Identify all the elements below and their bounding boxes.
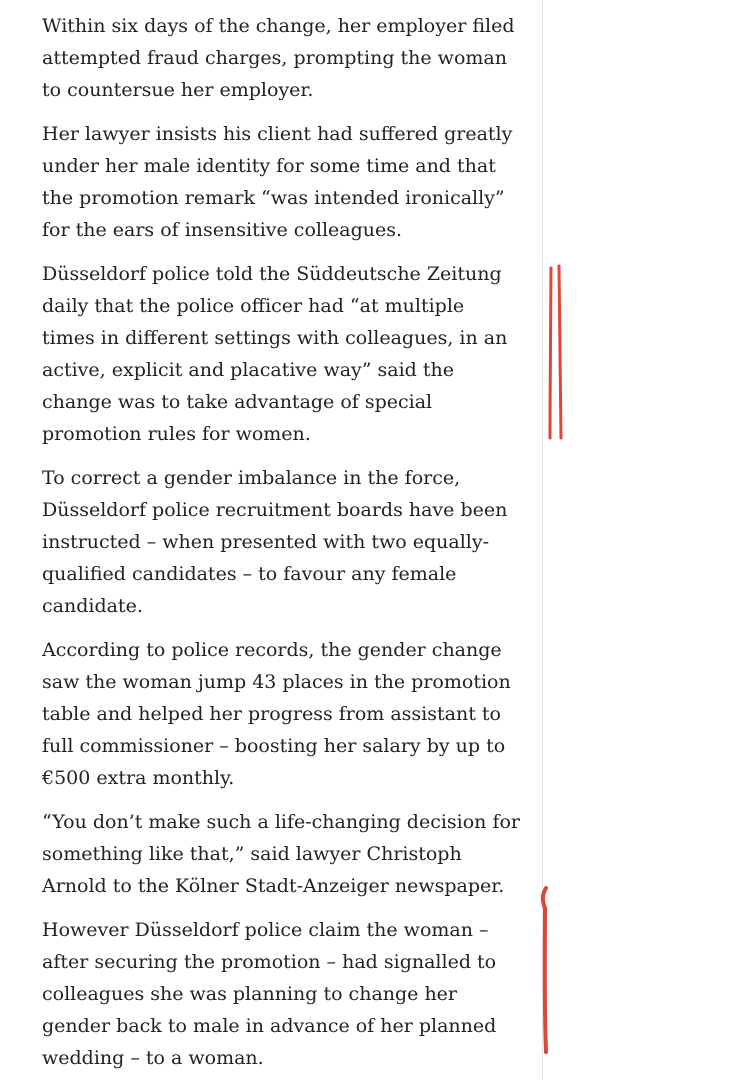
red-marker-bracket-line bbox=[543, 888, 546, 1052]
article-paragraph-6: “You don’t make such a life-changing decision for something like that,” said lawyer Christoph Arnold to the Kölner Stadt-Anzeiger newspaper. bbox=[42, 811, 521, 897]
article-paragraph-2: Her lawyer insists his client had suffered greatly under her male identity for some time and that the promotion remark “was intended ironically” for the ears of insensitive colleagues. bbox=[42, 123, 513, 241]
red-marker-line-left bbox=[550, 268, 551, 438]
article-paragraph-3: Düsseldorf police told the Süddeutsche Zeitung daily that the police officer had “at multiple times in different settings with colleagues, in an active, explicit and placative way” said the change was to take advantage of special promotion rules for women. bbox=[42, 263, 508, 445]
article-paragraph-4: To correct a gender imbalance in the force, Düsseldorf police recruitment boards have been instructed – when presented with two equally-qualified candidates – to favour any female candidate. bbox=[42, 467, 508, 617]
red-marker-line-right bbox=[559, 266, 561, 438]
article-paragraph-1: Within six days of the change, her employer filed attempted fraud charges, prompting the woman to countersue her employer. bbox=[42, 15, 515, 101]
red-marker-bracket bbox=[543, 888, 546, 1052]
article-paragraph-7: However Düsseldorf police claim the woman – after securing the promotion – had signalled to colleagues she was planning to change her gender back to male in advance of her planned wedding – to a woman. bbox=[42, 919, 497, 1069]
column-divider bbox=[542, 0, 543, 1080]
red-marker-double-line bbox=[550, 266, 561, 438]
article-paragraph-5: According to police records, the gender change saw the woman jump 43 places in the promotion table and helped her progress from assistant to full commissioner – boosting her salary by up to €500 extra monthly. bbox=[42, 639, 511, 789]
